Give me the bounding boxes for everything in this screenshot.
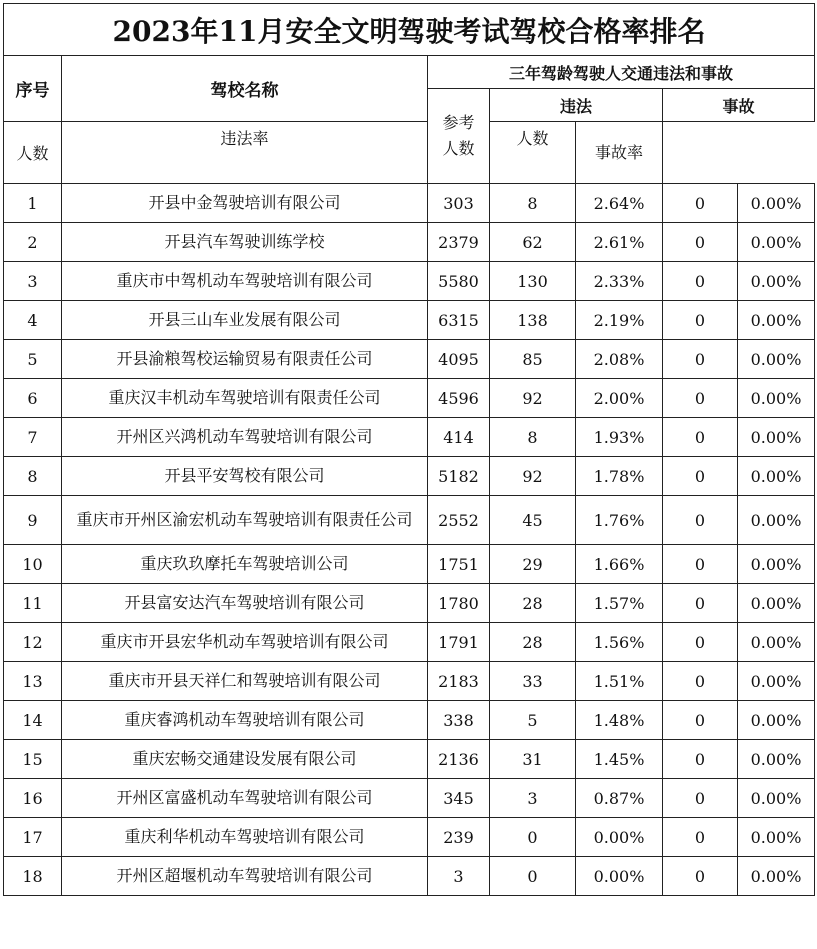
row-accident-rate: 0.00%	[738, 779, 815, 818]
ranking-table	[3, 3, 815, 896]
header-accident-count: 人数	[490, 122, 576, 184]
row-exam-count: 6315	[428, 301, 490, 340]
row-school-name: 重庆市开县宏华机动车驾驶培训有限公司	[62, 623, 428, 662]
row-violation-count: 28	[490, 623, 576, 662]
row-seq: 17	[4, 818, 62, 857]
row-violation-count: 62	[490, 223, 576, 262]
row-accident-rate: 0.00%	[738, 701, 815, 740]
row-accident-rate: 0.00%	[738, 418, 815, 457]
table-row	[4, 223, 815, 262]
row-exam-count: 3	[428, 857, 490, 896]
row-seq: 13	[4, 662, 62, 701]
row-accident-rate: 0.00%	[738, 545, 815, 584]
row-violation-count: 31	[490, 740, 576, 779]
row-accident-count: 0	[663, 857, 738, 896]
row-seq: 2	[4, 223, 62, 262]
header-violation: 违法	[490, 89, 663, 122]
table-row	[4, 340, 815, 379]
table-row	[4, 262, 815, 301]
row-accident-count: 0	[663, 418, 738, 457]
row-seq: 18	[4, 857, 62, 896]
header-violation-count: 人数	[4, 122, 62, 184]
header-group: 三年驾龄驾驶人交通违法和事故	[428, 56, 815, 89]
row-seq: 16	[4, 779, 62, 818]
row-school-name: 开县汽车驾驶训练学校	[62, 223, 428, 262]
row-violation-count: 8	[490, 418, 576, 457]
row-exam-count: 5182	[428, 457, 490, 496]
row-school-name: 重庆宏畅交通建设发展有限公司	[62, 740, 428, 779]
row-exam-count: 2136	[428, 740, 490, 779]
row-violation-rate: 1.93%	[576, 418, 663, 457]
row-exam-count: 1751	[428, 545, 490, 584]
row-school-name: 开县富安达汽车驾驶培训有限公司	[62, 584, 428, 623]
row-accident-count: 0	[663, 457, 738, 496]
row-violation-rate: 2.64%	[576, 184, 663, 223]
row-violation-rate: 1.78%	[576, 457, 663, 496]
row-exam-count: 2379	[428, 223, 490, 262]
row-accident-count: 0	[663, 496, 738, 545]
row-accident-count: 0	[663, 340, 738, 379]
row-seq: 9	[4, 496, 62, 545]
row-accident-count: 0	[663, 584, 738, 623]
row-accident-count: 0	[663, 262, 738, 301]
row-violation-rate: 1.66%	[576, 545, 663, 584]
row-school-name: 重庆市开县天祥仁和驾驶培训有限公司	[62, 662, 428, 701]
row-school-name: 重庆汉丰机动车驾驶培训有限责任公司	[62, 379, 428, 418]
table-row	[4, 301, 815, 340]
row-violation-rate: 1.51%	[576, 662, 663, 701]
row-violation-count: 0	[490, 818, 576, 857]
row-seq: 10	[4, 545, 62, 584]
row-school-name: 开州区富盛机动车驾驶培训有限公司	[62, 779, 428, 818]
table-row	[4, 418, 815, 457]
row-violation-rate: 2.33%	[576, 262, 663, 301]
row-school-name: 重庆玖玖摩托车驾驶培训公司	[62, 545, 428, 584]
row-accident-rate: 0.00%	[738, 818, 815, 857]
table-row	[4, 379, 815, 418]
row-school-name: 开县平安驾校有限公司	[62, 457, 428, 496]
row-school-name: 开县渝粮驾校运输贸易有限责任公司	[62, 340, 428, 379]
header-seq: 序号	[4, 56, 62, 122]
row-exam-count: 1780	[428, 584, 490, 623]
row-seq: 15	[4, 740, 62, 779]
row-accident-count: 0	[663, 662, 738, 701]
row-violation-count: 138	[490, 301, 576, 340]
table-row	[4, 584, 815, 623]
row-school-name: 开县中金驾驶培训有限公司	[62, 184, 428, 223]
row-accident-rate: 0.00%	[738, 457, 815, 496]
header-accident-rate: 事故率	[576, 122, 663, 184]
row-exam-count: 5580	[428, 262, 490, 301]
row-seq: 14	[4, 701, 62, 740]
row-accident-count: 0	[663, 779, 738, 818]
row-violation-rate: 0.87%	[576, 779, 663, 818]
row-accident-count: 0	[663, 184, 738, 223]
row-exam-count: 338	[428, 701, 490, 740]
row-accident-count: 0	[663, 545, 738, 584]
row-accident-rate: 0.00%	[738, 584, 815, 623]
row-accident-rate: 0.00%	[738, 223, 815, 262]
row-violation-count: 33	[490, 662, 576, 701]
row-violation-count: 8	[490, 184, 576, 223]
table-row	[4, 857, 815, 896]
row-violation-count: 92	[490, 379, 576, 418]
row-violation-count: 92	[490, 457, 576, 496]
table-row	[4, 740, 815, 779]
row-violation-rate: 2.19%	[576, 301, 663, 340]
row-violation-rate: 1.56%	[576, 623, 663, 662]
row-seq: 3	[4, 262, 62, 301]
row-accident-rate: 0.00%	[738, 496, 815, 545]
row-violation-count: 130	[490, 262, 576, 301]
row-school-name: 重庆睿鸿机动车驾驶培训有限公司	[62, 701, 428, 740]
row-exam-count: 303	[428, 184, 490, 223]
header-violation-rate: 违法率	[62, 122, 428, 184]
row-violation-rate: 1.76%	[576, 496, 663, 545]
row-school-name: 开州区兴鸿机动车驾驶培训有限公司	[62, 418, 428, 457]
row-accident-count: 0	[663, 223, 738, 262]
row-violation-rate: 0.00%	[576, 818, 663, 857]
row-seq: 1	[4, 184, 62, 223]
header-accident: 事故	[663, 89, 815, 122]
row-exam-count: 4095	[428, 340, 490, 379]
row-school-name: 开县三山车业发展有限公司	[62, 301, 428, 340]
row-school-name: 开州区超堰机动车驾驶培训有限公司	[62, 857, 428, 896]
row-accident-rate: 0.00%	[738, 857, 815, 896]
row-violation-count: 5	[490, 701, 576, 740]
row-accident-rate: 0.00%	[738, 662, 815, 701]
row-accident-count: 0	[663, 379, 738, 418]
row-school-name: 重庆市中驾机动车驾驶培训有限公司	[62, 262, 428, 301]
row-accident-rate: 0.00%	[738, 740, 815, 779]
row-violation-count: 3	[490, 779, 576, 818]
table-row	[4, 496, 815, 545]
row-violation-rate: 2.00%	[576, 379, 663, 418]
row-violation-rate: 2.08%	[576, 340, 663, 379]
page-title: 2023年11月安全文明驾驶考试驾校合格率排名	[4, 4, 815, 56]
row-exam-count: 1791	[428, 623, 490, 662]
row-exam-count: 345	[428, 779, 490, 818]
row-accident-count: 0	[663, 740, 738, 779]
table-body	[4, 184, 815, 896]
row-accident-rate: 0.00%	[738, 379, 815, 418]
header-school-name: 驾校名称	[62, 56, 428, 122]
row-accident-rate: 0.00%	[738, 184, 815, 223]
table-row	[4, 662, 815, 701]
row-exam-count: 2183	[428, 662, 490, 701]
row-violation-rate: 0.00%	[576, 857, 663, 896]
row-accident-count: 0	[663, 301, 738, 340]
row-accident-count: 0	[663, 818, 738, 857]
row-exam-count: 4596	[428, 379, 490, 418]
table-row	[4, 457, 815, 496]
row-violation-rate: 1.48%	[576, 701, 663, 740]
row-seq: 12	[4, 623, 62, 662]
row-seq: 7	[4, 418, 62, 457]
table-row	[4, 779, 815, 818]
row-violation-rate: 1.57%	[576, 584, 663, 623]
row-school-name: 重庆市开州区渝宏机动车驾驶培训有限责任公司	[62, 496, 428, 545]
row-seq: 11	[4, 584, 62, 623]
row-accident-count: 0	[663, 701, 738, 740]
row-accident-count: 0	[663, 623, 738, 662]
row-exam-count: 414	[428, 418, 490, 457]
row-accident-rate: 0.00%	[738, 340, 815, 379]
table-row	[4, 623, 815, 662]
row-exam-count: 239	[428, 818, 490, 857]
row-violation-count: 45	[490, 496, 576, 545]
row-violation-count: 29	[490, 545, 576, 584]
row-exam-count: 2552	[428, 496, 490, 545]
row-accident-rate: 0.00%	[738, 301, 815, 340]
row-violation-count: 85	[490, 340, 576, 379]
row-accident-rate: 0.00%	[738, 623, 815, 662]
table-row	[4, 184, 815, 223]
row-seq: 5	[4, 340, 62, 379]
row-accident-rate: 0.00%	[738, 262, 815, 301]
row-seq: 6	[4, 379, 62, 418]
row-school-name: 重庆利华机动车驾驶培训有限公司	[62, 818, 428, 857]
row-violation-count: 28	[490, 584, 576, 623]
row-seq: 8	[4, 457, 62, 496]
row-violation-count: 0	[490, 857, 576, 896]
header-exam-count: 参考人数	[428, 89, 490, 184]
row-violation-rate: 2.61%	[576, 223, 663, 262]
row-seq: 4	[4, 301, 62, 340]
table-row	[4, 701, 815, 740]
table-row	[4, 545, 815, 584]
table-row	[4, 818, 815, 857]
row-violation-rate: 1.45%	[576, 740, 663, 779]
